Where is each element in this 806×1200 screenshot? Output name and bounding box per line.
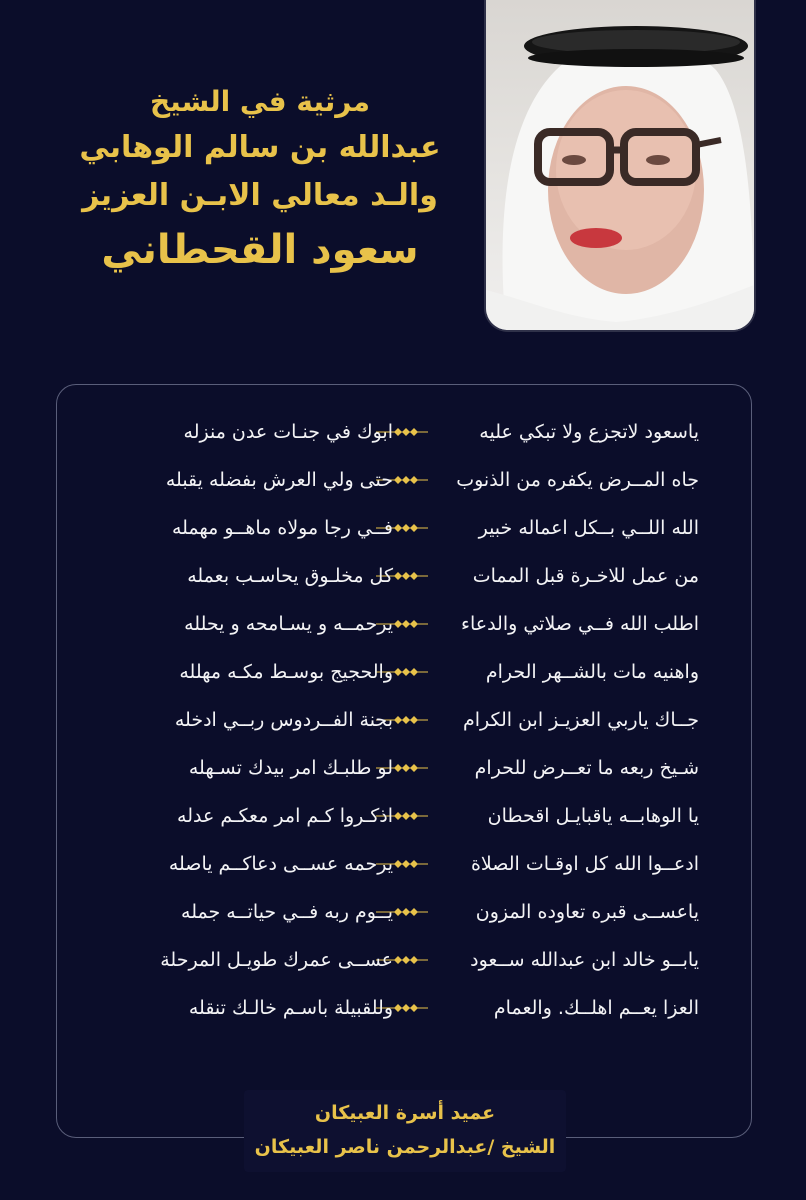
verse-second-half: يرحمــه و يسـامحه و يحلله bbox=[184, 613, 393, 635]
title-block bbox=[60, 80, 460, 280]
title-line-2: عبدالله بن سالم الوهابي bbox=[79, 130, 441, 165]
poem-row bbox=[57, 561, 751, 591]
footer-signature bbox=[244, 1090, 566, 1172]
poem-row bbox=[57, 849, 751, 879]
verse-first-half: يابــو خالد ابن عبدالله ســعود bbox=[470, 949, 699, 971]
verse-second-half: والحجيج بوسـط مكـه مهلله bbox=[179, 661, 393, 683]
poem-row bbox=[57, 705, 751, 735]
title-name: سعود القحطاني bbox=[101, 227, 419, 273]
poem-panel bbox=[56, 384, 752, 1138]
verse-first-half: من عمل للاخـرة قبل الممات bbox=[472, 565, 699, 587]
poem-row bbox=[57, 897, 751, 927]
verse-first-half: شـيخ ربعه ما تعــرض للحرام bbox=[474, 757, 699, 779]
verse-first-half: جــاك ياربي العزيـز ابن الكرام bbox=[462, 709, 699, 731]
verse-first-half: واهنيه مات بالشــهر الحرام bbox=[485, 661, 699, 683]
poem-row bbox=[57, 945, 751, 975]
poem-row bbox=[57, 609, 751, 639]
title-line-3: والـد معالي الابـن العزيز bbox=[82, 178, 438, 213]
poem-row bbox=[57, 417, 751, 447]
poem-row bbox=[57, 657, 751, 687]
footer-line-1: عميد أسرة العبيكان bbox=[314, 1102, 496, 1124]
portrait-icon bbox=[486, 0, 754, 330]
verse-second-half: كل مخلـوق يحاسـب بعمله bbox=[187, 565, 393, 587]
verse-second-half: اذكـروا كـم امر معكـم عدله bbox=[177, 805, 393, 827]
verse-second-half: فــي رجا مولاه ماهــو مهمله bbox=[171, 517, 393, 539]
verse-second-half: يرحمه عســى دعاكــم ياصله bbox=[168, 853, 393, 875]
verse-first-half: ياعســى قبره تعاوده المزون bbox=[475, 901, 699, 923]
poem-row bbox=[57, 993, 751, 1023]
poem-row bbox=[57, 465, 751, 495]
verse-second-half: ابوك في جنـات عدن منزله bbox=[183, 421, 393, 443]
verse-second-half: يــوم ربه فــي حياتــه جمله bbox=[181, 901, 393, 923]
verse-second-half: لو طلبـك امر بيدك تسـهله bbox=[188, 757, 393, 779]
verse-first-half: العزا يعــم اهلــك. والعمام bbox=[493, 997, 699, 1019]
verse-second-half: بجنة الفــردوس ربــي ادخله bbox=[174, 709, 393, 731]
verse-second-half: عســى عمرك طويـل المرحلة bbox=[160, 949, 393, 971]
verse-second-half: حتى ولي العرش بفضله يقبله bbox=[165, 469, 393, 491]
verse-first-half: جاه المــرض يكفره من الذنوب bbox=[456, 469, 699, 491]
footer-line-2: الشيخ /عبدالرحمن ناصر العبيكان bbox=[254, 1136, 556, 1158]
verse-first-half: يا الوهابــه ياقبايـل اقحطان bbox=[487, 805, 699, 827]
poem-row bbox=[57, 801, 751, 831]
title-line-1: مرثية في الشيخ bbox=[149, 85, 371, 118]
poem-row bbox=[57, 753, 751, 783]
verse-second-half: وللقبيلة باسـم خالـك تنقله bbox=[188, 997, 393, 1019]
verse-first-half: الله اللــي بــكل اعماله خبير bbox=[478, 517, 699, 539]
verse-first-half: ياسعود لاتجزع ولا تبكي عليه bbox=[479, 421, 699, 443]
poem-row bbox=[57, 513, 751, 543]
verse-first-half: ادعــوا الله كل اوقـات الصلاة bbox=[470, 853, 699, 875]
portrait-photo bbox=[486, 0, 754, 330]
verse-first-half: اطلب الله فــي صلاتي والدعاء bbox=[461, 613, 699, 635]
